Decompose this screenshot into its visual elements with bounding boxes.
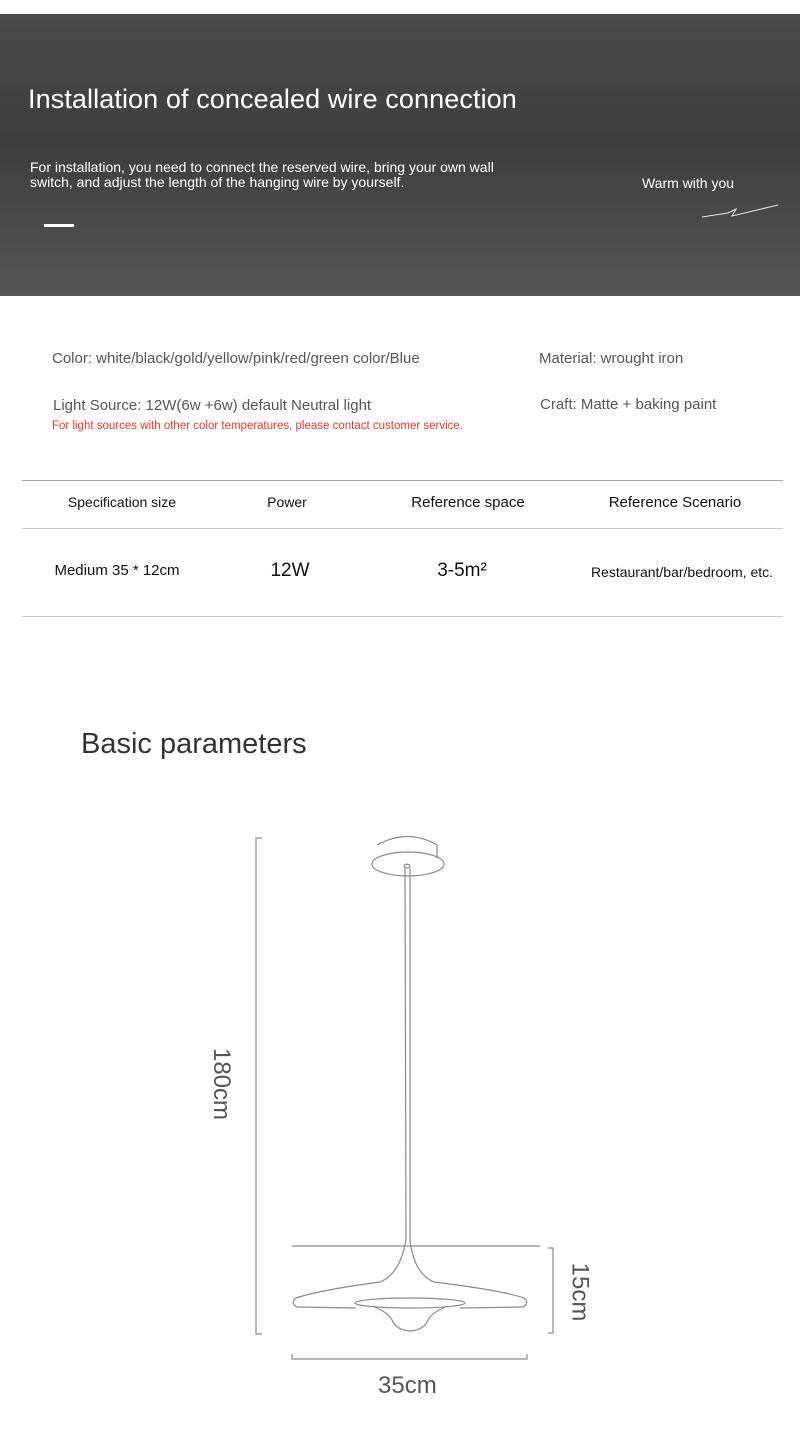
height-dimension-bracket bbox=[256, 838, 262, 1334]
width-label: 35cm bbox=[378, 1372, 437, 1399]
banner-title: Installation of concealed wire connection bbox=[28, 84, 517, 114]
lamp-bottom-cup bbox=[372, 1306, 448, 1331]
table-header-size: Specification size bbox=[67, 494, 177, 510]
signature-line-icon bbox=[700, 199, 780, 221]
table-cell-scenario: Restaurant/bar/bedroom, etc. bbox=[590, 564, 774, 580]
banner-description: For installation, you need to connect the reserved wire, bring your own wall switch, and adjust the length of the hanging wire by yourself. bbox=[30, 159, 494, 190]
spec-material: Material: wrought iron bbox=[539, 350, 684, 367]
lamp-diffuser bbox=[355, 1298, 465, 1308]
shade-height-bracket bbox=[548, 1248, 553, 1333]
banner-dash-divider bbox=[44, 224, 74, 227]
width-dimension-bracket bbox=[292, 1354, 527, 1359]
table-cell-space: 3-5m² bbox=[437, 560, 487, 581]
spec-light-source: Light Source: 12W(6w +6w) default Neutral light bbox=[53, 397, 372, 414]
installation-banner bbox=[0, 14, 800, 296]
table-header-scenario: Reference Scenario bbox=[608, 494, 742, 511]
spec-craft: Craft: Matte + baking paint bbox=[540, 396, 717, 413]
table-header-space: Reference space bbox=[411, 494, 525, 511]
section-title: Basic parameters bbox=[81, 728, 307, 760]
table-top-rule bbox=[22, 480, 783, 481]
table-header-power: Power bbox=[267, 494, 307, 510]
table-header-rule bbox=[22, 528, 783, 529]
table-cell-size: Medium 35 * 12cm bbox=[54, 562, 180, 579]
shade-height-label: 15cm bbox=[566, 1262, 594, 1322]
height-label: 180cm bbox=[208, 1047, 236, 1121]
banner-tagline: Warm with you bbox=[642, 175, 735, 191]
table-cell-power: 12W bbox=[270, 560, 310, 581]
pendant-lamp-diagram bbox=[200, 825, 620, 1415]
spec-note: For light sources with other color temperatures, please contact customer service. bbox=[52, 420, 463, 432]
spec-color: Color: white/black/gold/yellow/pink/red/green color/Blue bbox=[52, 350, 420, 367]
table-bottom-rule bbox=[22, 616, 783, 617]
hanging-rod bbox=[405, 868, 410, 1240]
